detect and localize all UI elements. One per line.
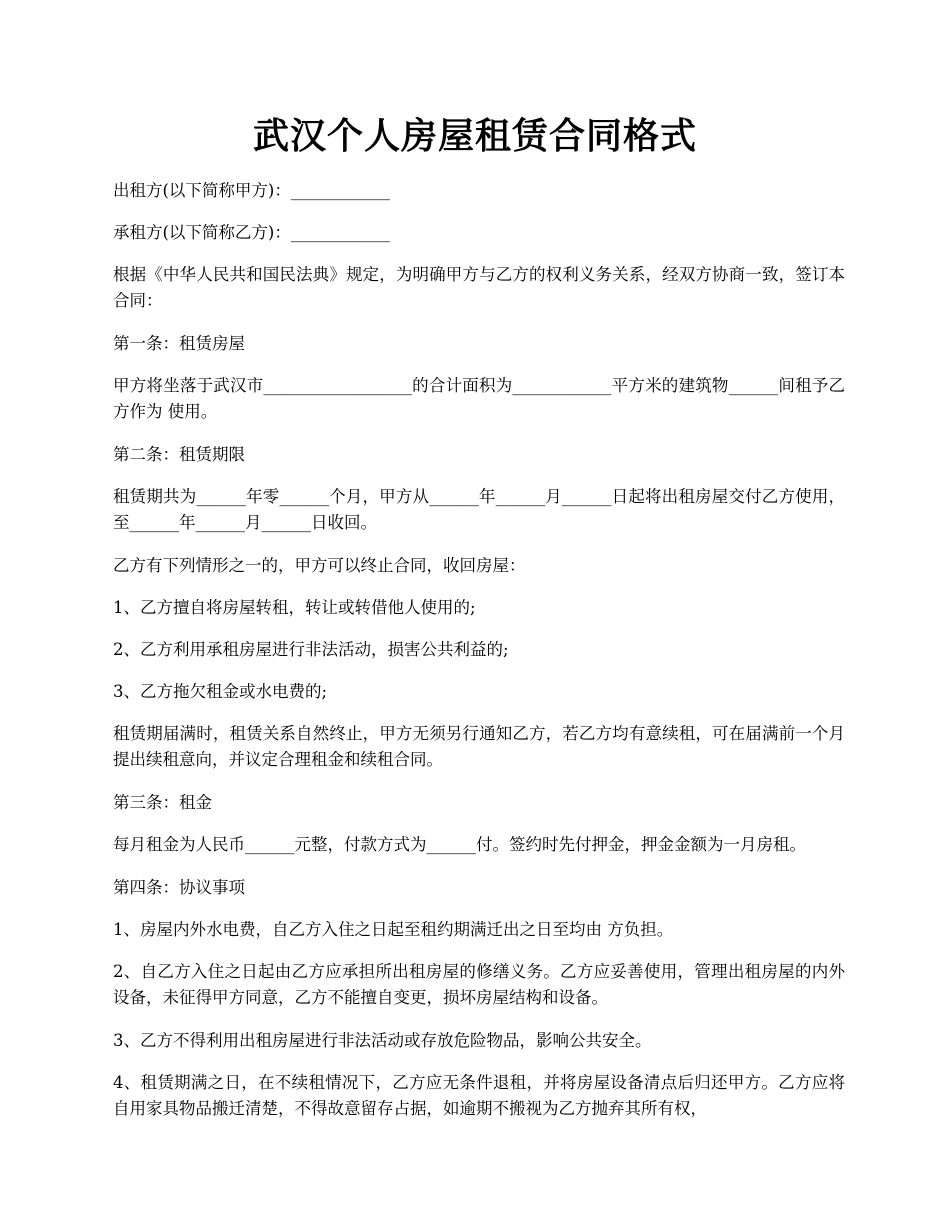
agreement-item-3: 3、乙方不得利用出租房屋进行非法活动或存放危险物品，影响公共安全。 [113, 1031, 652, 1050]
article-2-term-text: 租赁期共为______年零______个月，甲方从______年______月______日起将出租房屋交付乙方使用，至______年______月______日收回。 [113, 487, 845, 532]
termination-item-3: 3、乙方拖欠租金或水电费的; [113, 682, 328, 701]
agreement-item-2: 2、自乙方入住之日起由乙方应承担所出租房屋的修缮义务。乙方应妥善使用，管理出租房屋的内外设备，未征得甲方同意，乙方不能擅自变更，损坏房屋结构和设备。 [113, 962, 845, 1007]
lessor-line: 出租方(以下简称甲方)：____________ [113, 181, 390, 200]
article-1-text: 甲方将坐落于武汉市__________________的合计面积为____________平方米的建筑物______间租予乙方作为 使用。 [113, 376, 845, 421]
agreement-item-1: 1、房屋内外水电费，自乙方入住之日起至租约期满迁出之日至均由 方负担。 [113, 920, 674, 939]
document-title: 武汉个人房屋租赁合同格式 [252, 115, 697, 157]
preamble-paragraph: 根据《中华人民共和国民法典》规定，为明确甲方与乙方的权利义务关系，经双方协商一致，签订本合同： [113, 265, 845, 310]
lessee-line: 承租方(以下简称乙方)：____________ [113, 223, 390, 242]
article-3-rent-text: 每月租金为人民币______元整，付款方式为______付。签约时先付押金，押金金额为一月房租。 [113, 835, 806, 854]
article-2-heading: 第二条：租赁期限 [113, 445, 245, 464]
article-4-heading: 第四条：协议事项 [113, 878, 245, 897]
article-1-heading: 第一条：租赁房屋 [113, 334, 245, 353]
termination-item-2: 2、乙方利用承租房屋进行非法活动，损害公共利益的; [113, 640, 509, 659]
termination-item-1: 1、乙方擅自将房屋转租，转让或转借他人使用的; [113, 598, 476, 617]
termination-intro: 乙方有下列情形之一的，甲方可以终止合同，收回房屋： [113, 556, 526, 575]
renewal-paragraph: 租赁期届满时，租赁关系自然终止，甲方无须另行通知乙方，若乙方均有意续租，可在届满前一个月提出续租意向，并议定合理租金和续租合同。 [113, 724, 845, 769]
article-3-heading: 第三条：租金 [113, 793, 212, 812]
document-body [113, 178, 845, 1139]
agreement-item-4: 4、租赁期满之日，在不续租情况下，乙方应无条件退租，并将房屋设备清点后归还甲方。乙方应将自用家具物品搬迁清楚，不得故意留存占据，如逾期不搬视为乙方抛弃其所有权， [113, 1073, 845, 1118]
